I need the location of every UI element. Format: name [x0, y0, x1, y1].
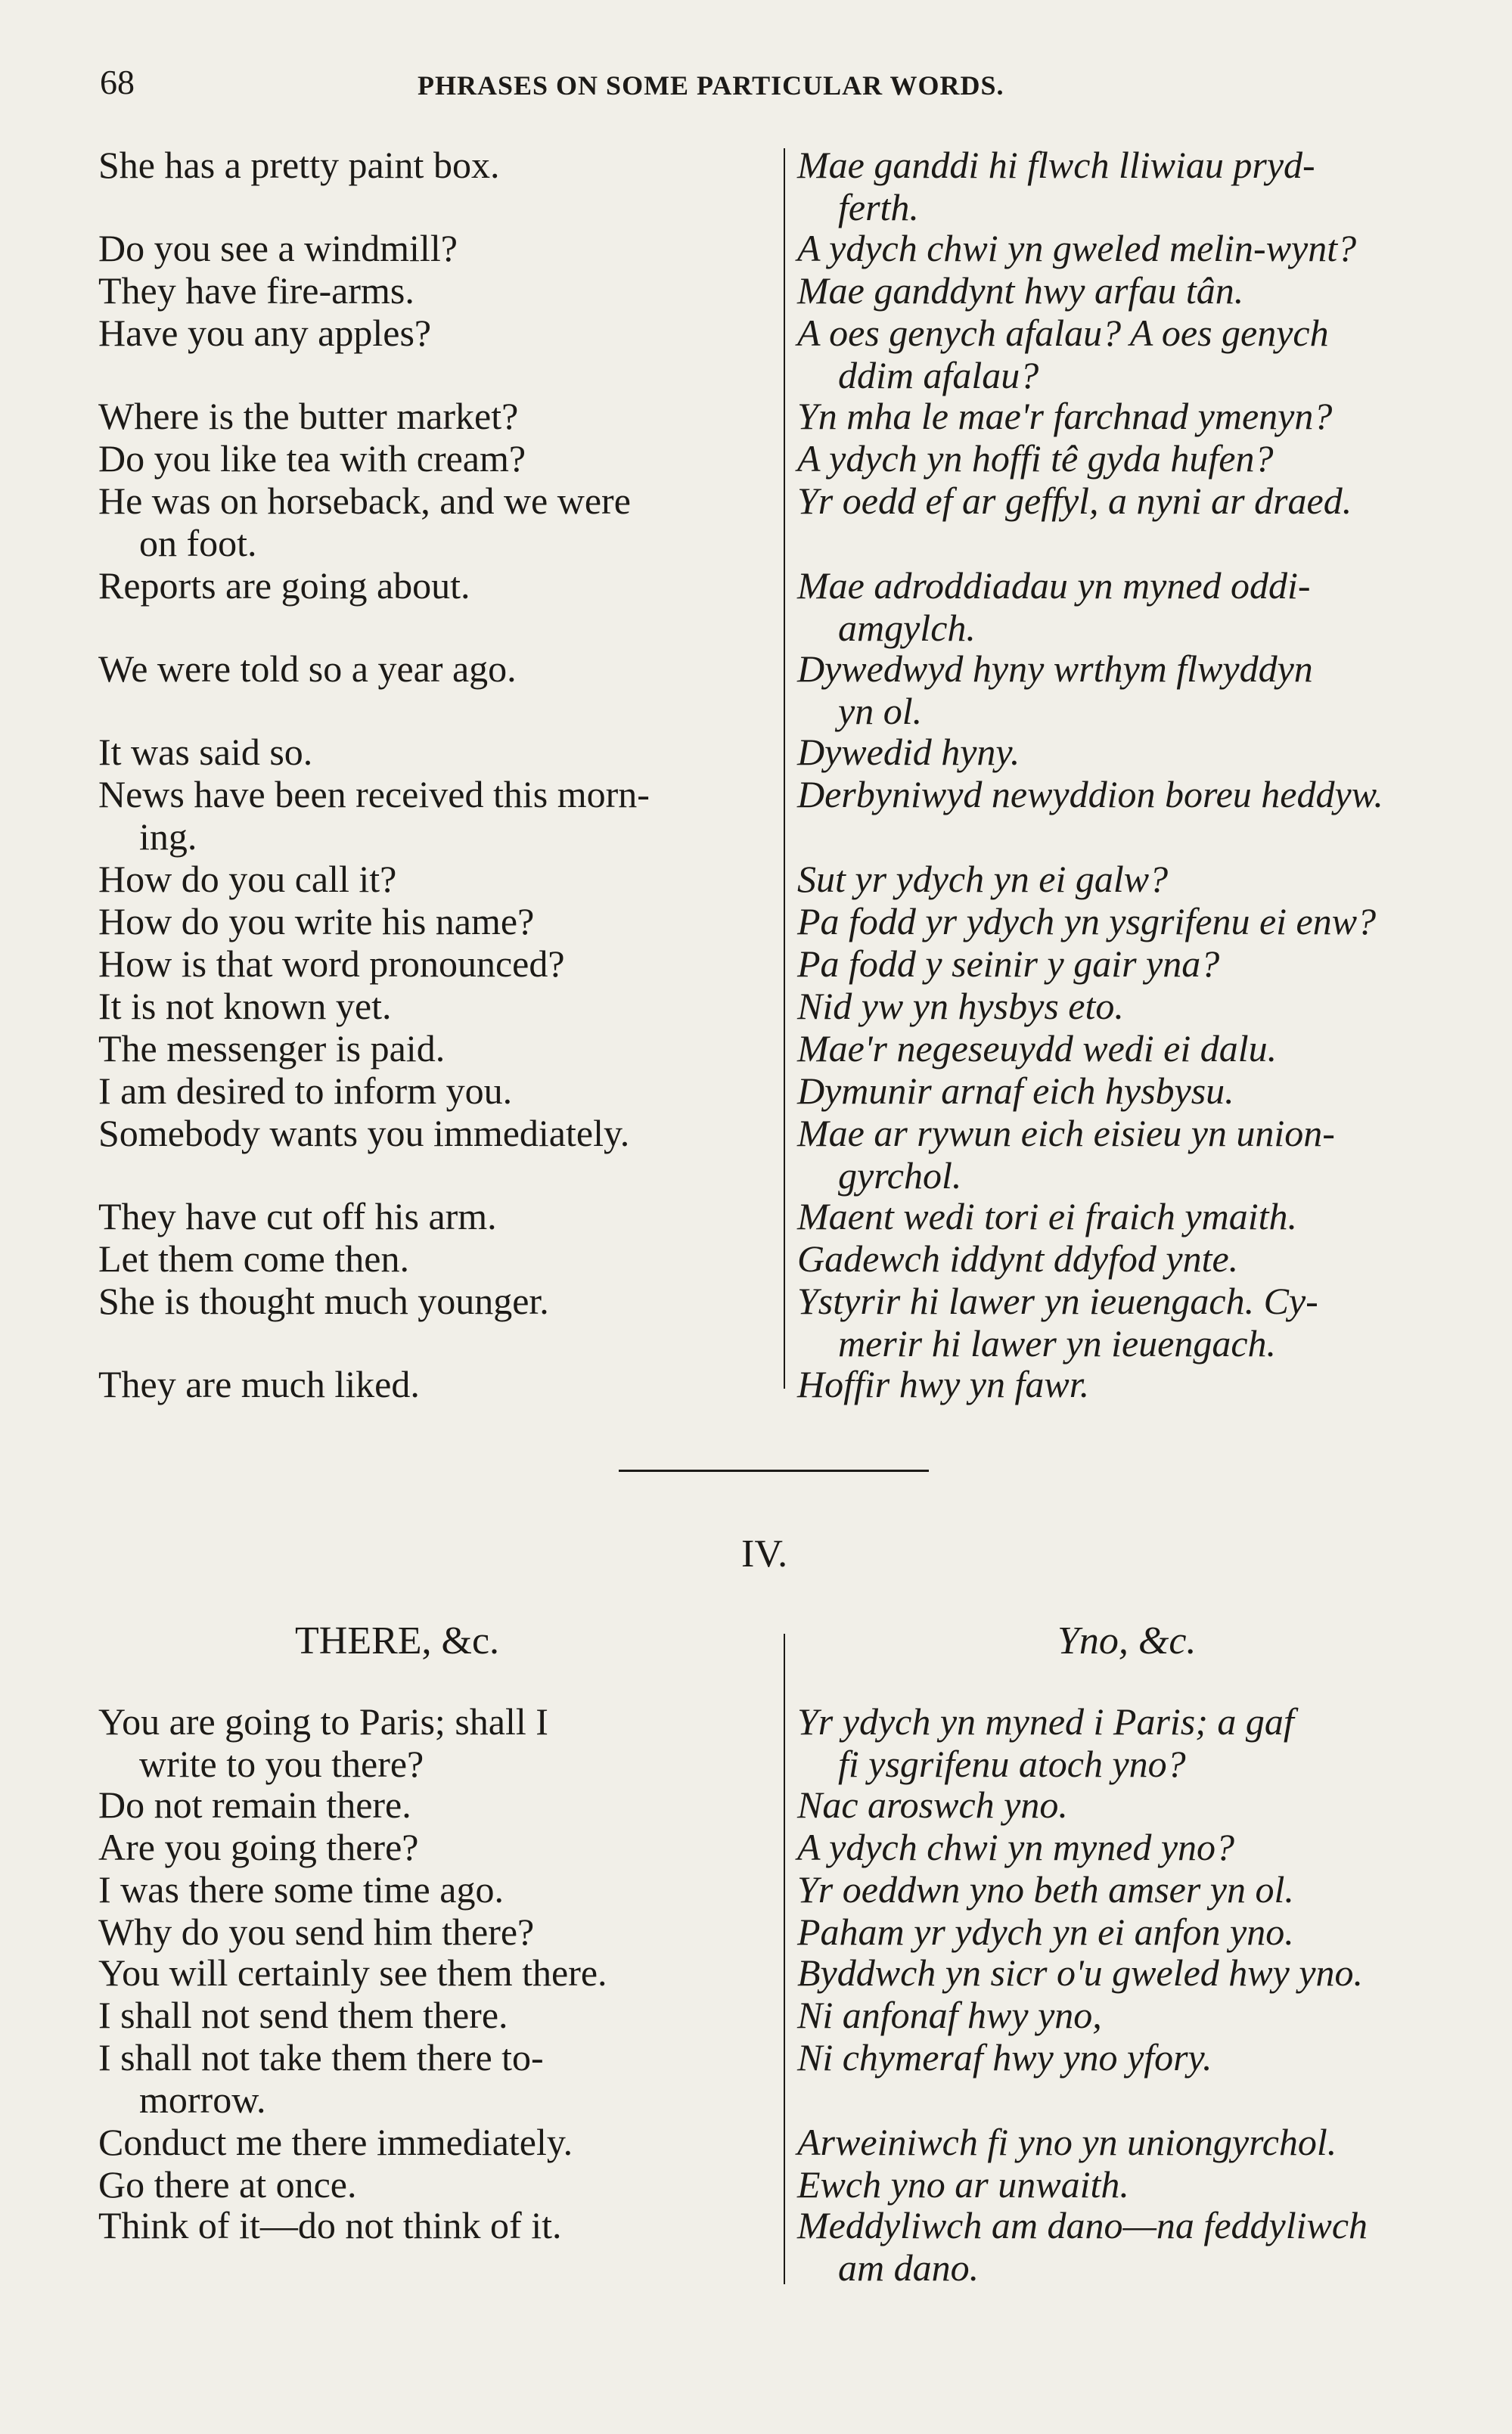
phrase-cy: Ystyrir hi lawer yn ieuengach. Cy- [797, 1280, 1318, 1322]
phrase-cy: Sut yr ydych yn ei galw? [797, 858, 1169, 900]
phrase-en-cont: ing. [139, 815, 197, 858]
phrase-cy-cont: ddim afalau? [838, 354, 1039, 396]
phrase-en: I shall not send them there. [98, 1994, 508, 2036]
phrase-en: Why do you send him there? [98, 1911, 535, 1953]
phrase-cy: A oes genych afalau? A oes genych [797, 312, 1329, 354]
phrase-en: Think of it—do not think of it. [98, 2204, 562, 2246]
column-divider [784, 148, 785, 1389]
phrase-en: Do you like tea with cream? [98, 437, 526, 480]
phrase-cy: Dymunir arnaf eich hysbysu. [797, 1070, 1234, 1112]
phrase-cy: Ni chymeraf hwy yno yfory. [797, 2036, 1212, 2079]
phrase-en: Let them come then. [98, 1237, 409, 1280]
phrase-cy: Pa fodd y seinir y gair yna? [797, 942, 1220, 985]
phrase-cy: Yr oeddwn yno beth amser yn ol. [797, 1868, 1294, 1911]
phrase-cy-cont: am dano. [838, 2246, 980, 2289]
page-number: 68 [100, 63, 135, 101]
phrase-cy: Nid yw yn hysbys eto. [797, 985, 1124, 1027]
phrase-en: We were told so a year ago. [98, 647, 517, 690]
phrase-en: I am desired to inform you. [98, 1070, 513, 1112]
phrase-cy: Mae'r negeseuydd wedi ei dalu. [797, 1027, 1278, 1070]
phrase-cy-cont: yn ol. [838, 690, 923, 732]
phrase-en: He was on horseback, and we were [98, 480, 631, 522]
phrase-cy: Mae ar rywun eich eisieu yn union- [797, 1112, 1335, 1154]
phrase-en: I was there some time ago. [98, 1868, 504, 1911]
phrase-en: They have fire-arms. [98, 269, 414, 312]
phrase-cy: Yr ydych yn myned i Paris; a gaf [797, 1700, 1294, 1743]
phrase-cy: Paham yr ydych yn ei anfon yno. [797, 1911, 1294, 1953]
phrase-cy: Mae ganddynt hwy arfau tân. [797, 269, 1244, 312]
phrase-cy: Dywedwyd hyny wrthym flwyddyn [797, 647, 1313, 690]
phrase-en: You are going to Paris; shall I [98, 1700, 548, 1743]
phrase-cy: Ni anfonaf hwy yno, [797, 1994, 1102, 2036]
phrase-cy: Meddyliwch am dano—na feddyliwch [797, 2204, 1368, 2246]
phrase-en: She is thought much younger. [98, 1280, 549, 1322]
phrase-cy: Ewch yno ar unwaith. [797, 2163, 1129, 2206]
phrase-en: Do not remain there. [98, 1784, 411, 1826]
phrase-cy: Byddwch yn sicr o'u gweled hwy yno. [797, 1951, 1364, 1994]
phrase-en-cont: on foot. [139, 522, 257, 564]
phrase-en: How do you call it? [98, 858, 397, 900]
phrase-en-cont: morrow. [139, 2079, 266, 2121]
phrase-en: Do you see a windmill? [98, 227, 458, 269]
section-number: IV. [741, 1532, 788, 1576]
phrase-en: She has a pretty paint box. [98, 144, 500, 186]
phrase-en: It was said so. [98, 731, 313, 773]
phrase-cy: Gadewch iddynt ddyfod ynte. [797, 1237, 1239, 1280]
section-heading-english: THERE, &c. [295, 1619, 500, 1663]
phrase-en: How is that word pronounced? [98, 942, 565, 985]
phrase-cy: Nac aroswch yno. [797, 1784, 1068, 1826]
section-separator-rule [619, 1470, 929, 1472]
phrase-cy: Mae adroddiadau yn myned oddi- [797, 564, 1311, 607]
phrase-en: It is not known yet. [98, 985, 392, 1027]
phrase-en: News have been received this morn- [98, 773, 650, 815]
phrase-cy-cont: fi ysgrifenu atoch yno? [838, 1743, 1186, 1785]
phrase-en: Somebody wants you immediately. [98, 1112, 630, 1154]
phrase-en: They are much liked. [98, 1363, 420, 1405]
page-header [100, 62, 1446, 107]
phrase-cy: Maent wedi tori ei fraich ymaith. [797, 1195, 1298, 1237]
phrase-cy: Arweiniwch fi yno yn uniongyrchol. [797, 2121, 1337, 2163]
phrase-cy: A ydych chwi yn myned yno? [797, 1826, 1235, 1868]
phrase-en: Where is the butter market? [98, 395, 519, 437]
phrase-en: They have cut off his arm. [98, 1195, 497, 1237]
phrase-en: Conduct me there immediately. [98, 2121, 573, 2163]
phrase-cy: A ydych chwi yn gweled melin-wynt? [797, 227, 1357, 269]
column-divider [784, 1634, 785, 2284]
phrase-cy: A ydych yn hoffi tê gyda hufen? [797, 437, 1274, 480]
section-heading-welsh: Yno, &c. [1057, 1619, 1197, 1663]
phrase-cy-cont: amgylch. [838, 607, 976, 649]
running-head: PHRASES ON SOME PARTICULAR WORDS. [418, 70, 1004, 101]
phrase-en: Have you any apples? [98, 312, 432, 354]
phrase-cy-cont: ferth. [838, 186, 919, 228]
phrase-en: Reports are going about. [98, 564, 470, 607]
phrase-cy-cont: gyrchol. [838, 1154, 962, 1197]
phrase-en-cont: write to you there? [139, 1743, 424, 1785]
phrase-cy: Pa fodd yr ydych yn ysgrifenu ei enw? [797, 900, 1377, 942]
phrase-en: The messenger is paid. [98, 1027, 446, 1070]
phrase-en: You will certainly see them there. [98, 1951, 607, 1994]
phrase-cy: Derbyniwyd newyddion boreu heddyw. [797, 773, 1383, 815]
phrase-cy: Mae ganddi hi flwch lliwiau pryd- [797, 144, 1315, 186]
phrase-en: I shall not take them there to- [98, 2036, 544, 2079]
phrase-en: Are you going there? [98, 1826, 419, 1868]
phrase-cy: Hoffir hwy yn fawr. [797, 1363, 1090, 1405]
phrase-cy: Yn mha le mae'r farchnad ymenyn? [797, 395, 1333, 437]
phrase-cy: Dywedid hyny. [797, 731, 1020, 773]
phrase-en: Go there at once. [98, 2163, 357, 2206]
phrase-en: How do you write his name? [98, 900, 535, 942]
phrase-cy-cont: merir hi lawer yn ieuengach. [838, 1322, 1277, 1364]
phrase-cy: Yr oedd ef ar geffyl, a nyni ar draed. [797, 480, 1352, 522]
